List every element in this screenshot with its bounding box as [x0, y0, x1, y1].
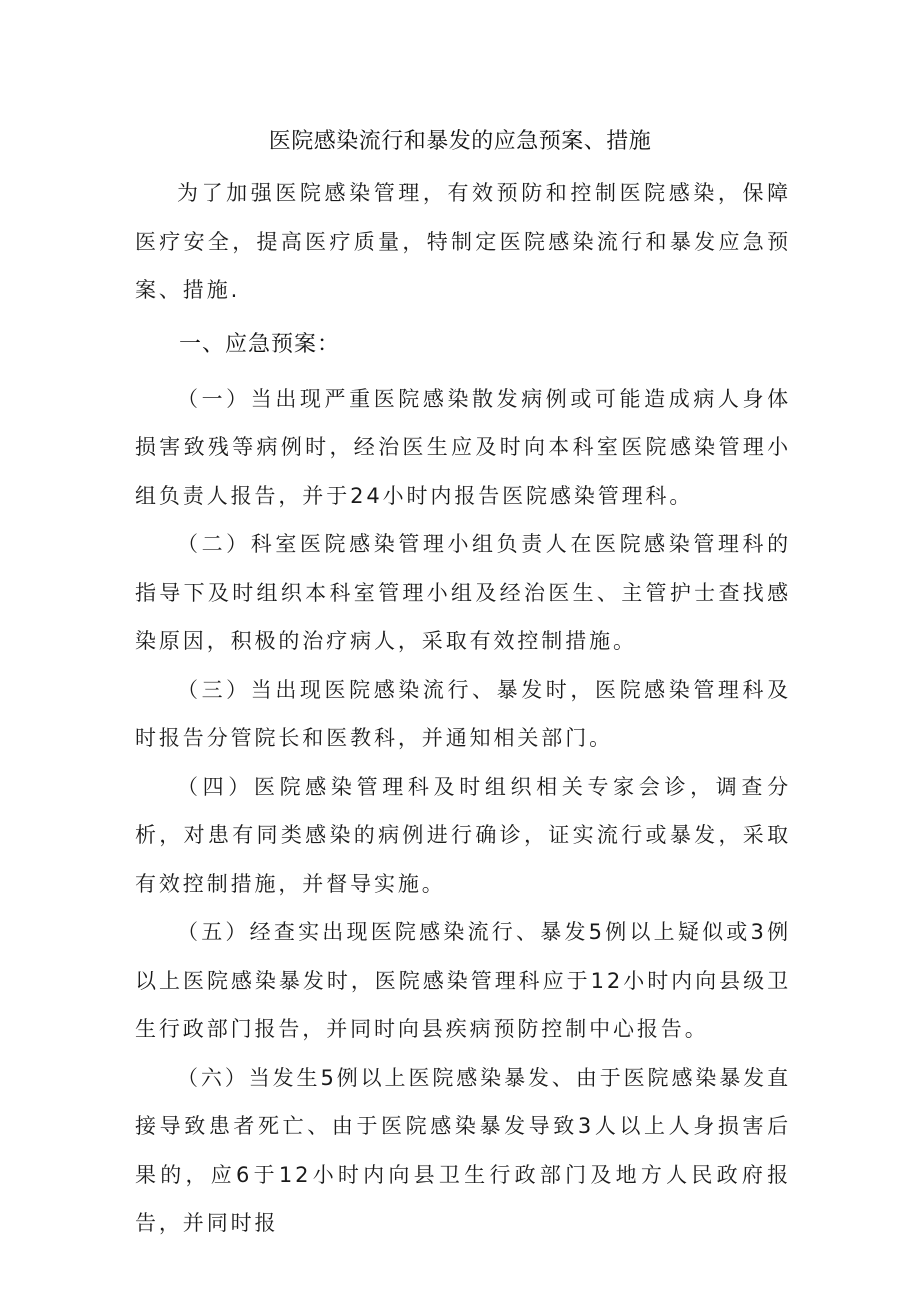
list-item: （五）经查实出现医院感染流行、暴发5例以上疑似或3例以上医院感染暴发时，医院感染管理科应于12小时内向县级卫生行政部门报告，并同时向县疾病预防控制中心报告。 [135, 920, 791, 1041]
section-heading: 一、应急预案： [179, 331, 341, 357]
document-title: 医院感染流行和暴发的应急预案、措施 [268, 129, 652, 154]
list-item: （一）当出现严重医院感染散发病例或可能造成病人身体损害致残等病例时，经治医生应及时向本科室医院感染管理小组负责人报告，并于24小时内报告医院感染管理科。 [135, 386, 791, 508]
document-body [135, 169, 791, 1248]
list-item: （二）科室医院感染管理小组负责人在医院感染管理科的指导下及时组织本科室管理小组及经治医生、主管护士查找感染原因，积极的治疗病人，采取有效控制措施。 [135, 532, 791, 653]
list-item: （三）当出现医院感染流行、暴发时，医院感染管理科及时报告分管院长和医教科，并通知相关部门。 [135, 677, 791, 750]
intro-paragraph: 为了加强医院感染管理，有效预防和控制医院感染，保障医疗安全，提高医疗质量，特制定医院感染流行和暴发应急预案、措施. [135, 181, 791, 302]
list-item: （四）医院感染管理科及时组织相关专家会诊，调查分析，对患有同类感染的病例进行确诊，证实流行或暴发，采取有效控制措施，并督导实施。 [135, 774, 791, 896]
list-item: （六）当发生5例以上医院感染暴发、由于医院感染暴发直接导致患者死亡、由于医院感染暴发导致3人以上人身损害后果的，应6于12小时内向县卫生行政部门及地方人民政府报告，并同时报 [135, 1065, 791, 1235]
